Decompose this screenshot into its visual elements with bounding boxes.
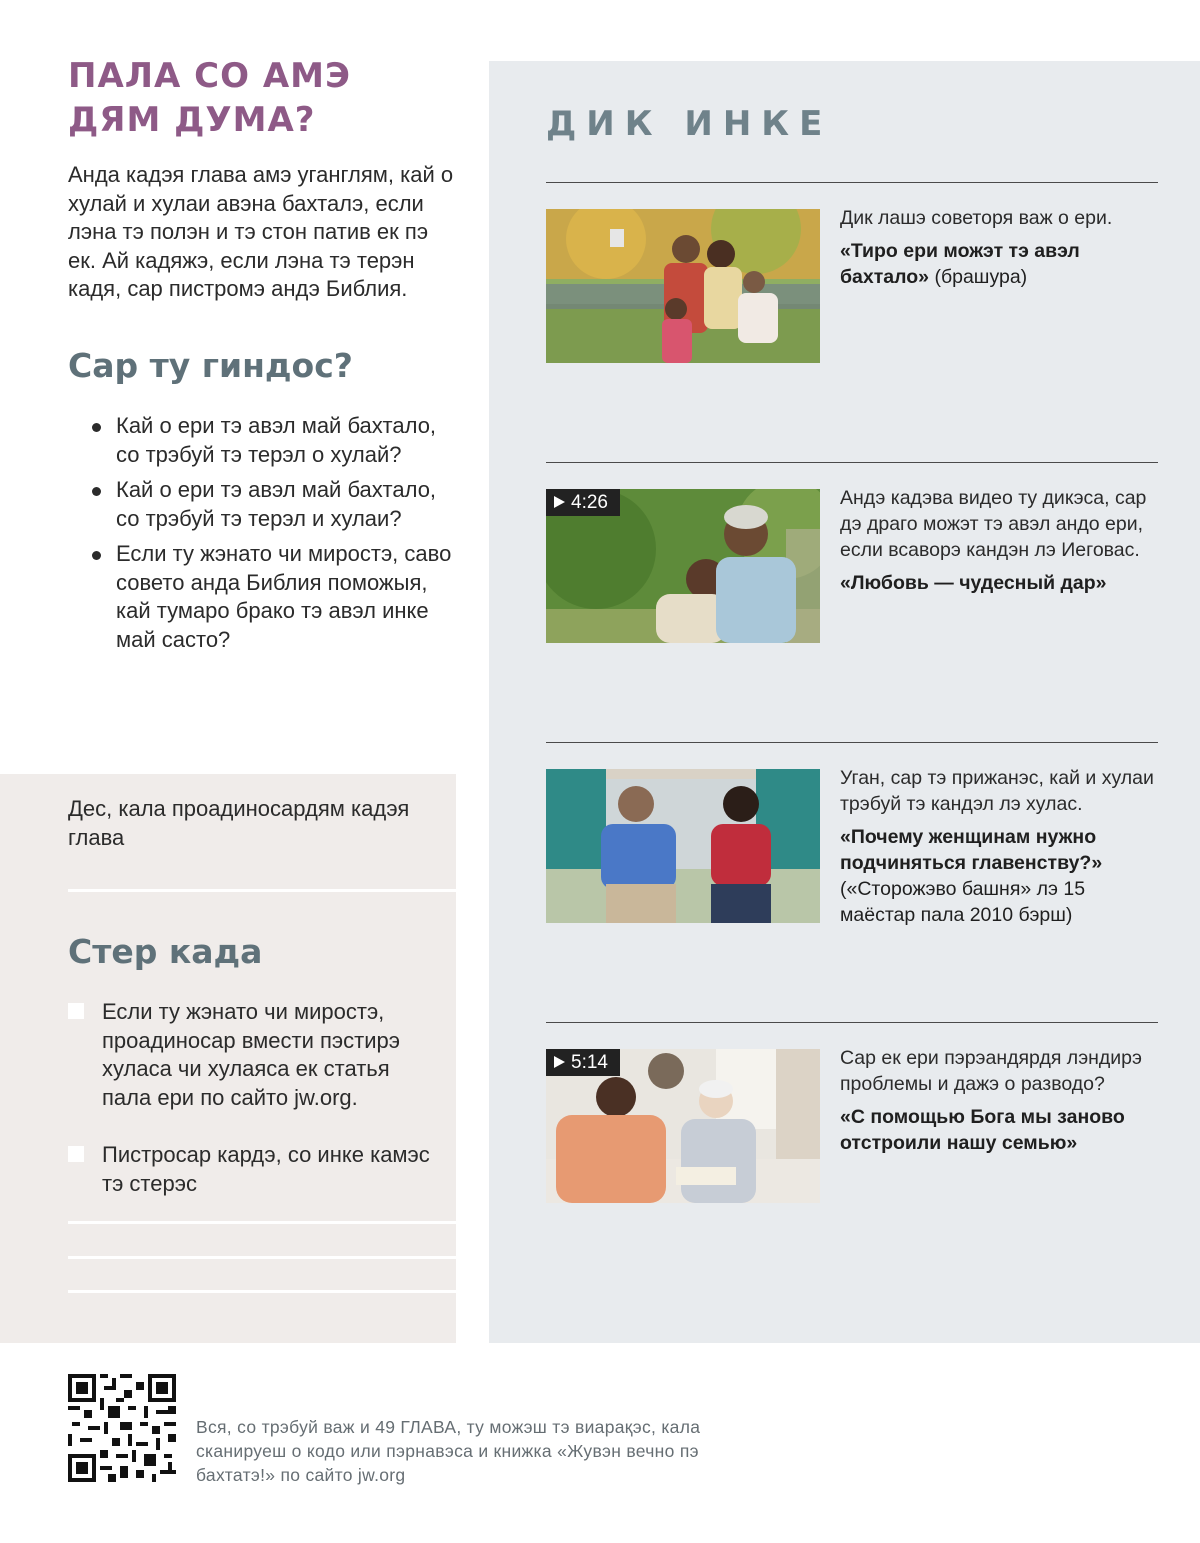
review-title-line1: ПАЛА СО АМЭ: [68, 56, 351, 96]
video-thumbnail-rebuild[interactable]: [546, 1049, 820, 1203]
question-item: [90, 476, 460, 533]
divider: [546, 1022, 1158, 1023]
publication-title[interactable]: «Тиро ери можэт тэ авэл бахтало»: [840, 240, 1080, 288]
reviewed-date-label: Дес, кала проадиносардям кадэя глава: [68, 796, 410, 850]
family-photo-illustration: [546, 209, 820, 363]
question-item: [90, 412, 460, 469]
couple-talking-illustration: [546, 769, 820, 923]
explore-item: [840, 205, 1160, 290]
explore-item-description: Дик лашэ советоря важ о ери.: [840, 207, 1113, 229]
video-duration-badge: [546, 489, 620, 516]
explore-item: [840, 485, 1160, 596]
task-text: Если ту жэнато чи миростэ, проадиносар вмести пэстирэ хуласа чи хулаяса ек статья пала ери по сайто jw.org.: [102, 999, 400, 1110]
divider: [546, 182, 1158, 183]
explore-item: [840, 1045, 1160, 1156]
explore-item-description: Уган, сар тэ прижанэс, кай и хулаи трэбуй тэ кандэл лэ хулас.: [840, 767, 1154, 815]
try-heading: Стер када: [68, 932, 263, 971]
notes-write-line[interactable]: [68, 1256, 456, 1259]
date-write-line[interactable]: [68, 889, 456, 892]
question-text: Если ту жэнато чи миростэ, саво совето анда Библия поможыя, кай тумаро брако тэ авэл инке май састо?: [116, 541, 452, 652]
qr-code[interactable]: [68, 1374, 176, 1482]
explore-heading: ДИК ИНКЕ: [546, 104, 833, 144]
article-title[interactable]: «Почему женщинам нужно подчиняться главенству?»: [840, 826, 1103, 874]
family-selfie-image[interactable]: [546, 209, 820, 363]
video-thumbnail-love[interactable]: [546, 489, 820, 643]
explore-item-link[interactable]: [840, 1104, 1160, 1156]
bullet-icon: [92, 487, 101, 496]
video-duration: 5:14: [571, 1052, 608, 1073]
video-duration: 4:26: [571, 492, 608, 513]
video-title[interactable]: «С помощью Бога мы заново отстроили нашу семью»: [840, 1106, 1125, 1154]
explore-item-link[interactable]: [840, 570, 1160, 596]
task-text: Пистросар кардэ, со инке камэс тэ стерэс: [102, 1142, 430, 1196]
bullet-icon: [92, 551, 101, 560]
task-item: [68, 998, 438, 1112]
explore-item-link[interactable]: [840, 824, 1160, 928]
task-checkbox[interactable]: [68, 1146, 84, 1162]
explore-item-link[interactable]: [840, 238, 1160, 290]
review-title-line2: ДЯМ ДУМА?: [68, 100, 316, 140]
task-checkbox[interactable]: [68, 1003, 84, 1019]
divider: [546, 742, 1158, 743]
question-item: [90, 540, 460, 654]
explore-item-description: Андэ кадэва видео ту дикэса, сар дэ драго можэт тэ авэл андо ери, если всаворэ кандэн лэ Иеговас.: [840, 487, 1147, 561]
review-text: Анда кадэя глава амэ уганглям, кай о хулай и хулаи авэна бахталэ, если лэна тэ полэн и тэ стон патив ек пэ ек. Ай кадяжэ, если лэна тэ терэн кадя, сар пистромэ андэ Библия.: [68, 162, 454, 301]
explore-item-description: Сар ек ери пэрэандярдя лэндирэ проблемы и дажэ о разводо?: [840, 1047, 1142, 1095]
bullet-icon: [92, 423, 101, 432]
discussion-questions: [90, 412, 460, 661]
article-image[interactable]: [546, 769, 820, 923]
play-icon: [554, 496, 565, 508]
task-item: [68, 1141, 438, 1198]
video-duration-badge: [546, 1049, 620, 1076]
publication-source: (брашура): [934, 266, 1028, 288]
notes-write-line[interactable]: [68, 1290, 456, 1293]
question-text: Кай о ери тэ авэл май бахтало, со трэбуй тэ терэл о хулай?: [116, 413, 437, 467]
review-title: [68, 54, 468, 142]
play-icon: [554, 1056, 565, 1068]
discuss-heading: Сар ту гиндос?: [68, 346, 353, 385]
notes-write-line[interactable]: [68, 1221, 456, 1224]
question-text: Кай о ери тэ авэл май бахтало, со трэбуй тэ терэл и хулаи?: [116, 477, 437, 531]
qr-code-icon: [68, 1374, 176, 1482]
explore-item: [840, 765, 1160, 928]
article-source: («Сторожэво башня» лэ 15 маёстар пала 2010 бэрш): [840, 878, 1086, 926]
divider: [546, 462, 1158, 463]
footer-note: Вся, со трэбуй важ и 49 ГЛАВА, ту можэш тэ виарақэс, кала сканируеш о кодо или пэрнавэса и книжка «Жувэн вечно пэ бахтатэ!» по сайто jw.org: [196, 1417, 701, 1485]
video-title[interactable]: «Любовь — чудесный дар»: [840, 572, 1107, 594]
